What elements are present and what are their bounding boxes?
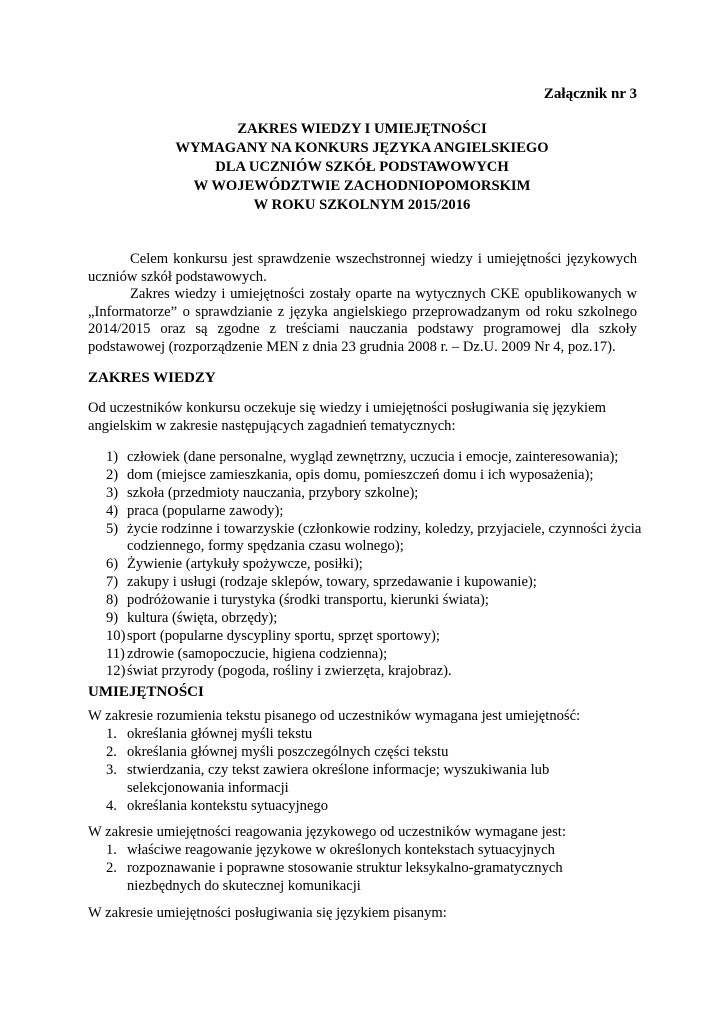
- list-item: 2. określania głównej myśli poszczególnych części tekstu: [106, 743, 449, 760]
- list-item: 9) kultura (święta, obrzędy);: [106, 609, 278, 626]
- knowledge-heading: ZAKRES WIEDZY: [88, 370, 216, 386]
- reacting-skill-list: [106, 842, 626, 896]
- list-item: 3) szkoła (przedmioty nauczania, przybory szkolne);: [106, 484, 419, 501]
- title-line: WYMAGANY NA KONKURS JĘZYKA ANGIELSKIEGO: [175, 140, 549, 156]
- list-item: 8) podróżowanie i turystyka (środki transportu, kierunki świata);: [106, 591, 489, 608]
- reacting-intro: W zakresie umiejętności reagowania językowego od uczestników wymagane jest:: [88, 824, 566, 840]
- skills-heading: UMIEJĘTNOŚCI: [88, 684, 204, 700]
- list-item: 10) sport (popularne dyscypliny sportu, sprzęt sportowy);: [106, 627, 440, 644]
- annex-label: Załącznik nr 3: [543, 86, 637, 102]
- list-item: 11) zdrowie (samopoczucie, higiena codzienna);: [106, 645, 388, 662]
- intro-paragraph: Zakres wiedzy i umiejętności zostały oparte na wytycznych CKE opublikowanych w „Informatorze” o sprawdzianie z języka angielskiego przeprowadzanym od roku szkolnego 2014/2015 oraz są zgodne z treściami nauczania podstawy programowej dla szkoły podstawowej (rozporządzenie MEN z dnia 23 grudnia 2008 r. – Dz.U. 2009 Nr 4, poz.17).: [88, 286, 637, 355]
- list-item: 4. określania kontekstu sytuacyjnego: [106, 797, 329, 814]
- list-item: 1. właściwe reagowanie językowe w określonych kontekstach sytuacyjnych: [106, 842, 555, 858]
- intro-paragraph: Celem konkursu jest sprawdzenie wszechstronnej wiedzy i umiejętności językowych uczniów szkół podstawowych.: [88, 251, 637, 285]
- title-line: ZAKRES WIEDZY I UMIEJĘTNOŚCI: [237, 121, 487, 137]
- list-item: 3. stwierdzania, czy tekst zawiera określone informacje; wyszukiwania lub selekcjonowania informacji: [106, 761, 550, 796]
- reading-intro: W zakresie rozumienia tekstu pisanego od uczestników wymagana jest umiejętność:: [88, 708, 581, 724]
- list-item: 6) Żywienie (artykuły spożywcze, posiłki);: [106, 556, 363, 573]
- document-title: [0, 120, 724, 215]
- knowledge-topic-list: [106, 449, 646, 681]
- title-line: DLA UCZNIÓW SZKÓŁ PODSTAWOWYCH: [215, 159, 509, 175]
- reading-skill-list: [106, 726, 626, 816]
- list-item: 2) dom (miejsce zamieszkania, opis domu, pomieszczeń domu i ich wyposażenia);: [106, 466, 594, 483]
- list-item: 4) praca (popularne zawody);: [106, 502, 284, 519]
- list-item: 1. określania głównej myśli tekstu: [106, 726, 313, 742]
- list-item: 1) człowiek (dane personalne, wygląd zewnętrzny, uczucia i emocje, zainteresowania);: [106, 449, 619, 465]
- list-item: 5) życie rodzinne i towarzyskie (członkowie rodziny, koledzy, przyjaciele, czynności życia codziennego, formy spędzania czasu wolnego);: [106, 520, 642, 555]
- knowledge-intro: Od uczestników konkursu oczekuje się wiedzy i umiejętności posługiwania się językiem angielskim w zakresie następujących zagadnień tematycznych:: [88, 400, 606, 434]
- title-line: W ROKU SZKOLNYM 2015/2016: [253, 197, 471, 213]
- intro-section: [88, 251, 637, 357]
- list-item: 7) zakupy i usługi (rodzaje sklepów, towary, sprzedawanie i kupowanie);: [106, 573, 537, 590]
- list-item: 2. rozpoznawanie i poprawne stosowanie struktur leksykalno-gramatycznych niezbędnych do skutecznej komunikacji: [106, 859, 563, 894]
- list-item: 12) świat przyrody (pogoda, rośliny i zwierzęta, krajobraz).: [106, 663, 452, 680]
- title-line: W WOJEWÓDZTWIE ZACHODNIOPOMORSKIM: [193, 178, 531, 194]
- writing-intro: W zakresie umiejętności posługiwania się językiem pisanym:: [88, 905, 447, 921]
